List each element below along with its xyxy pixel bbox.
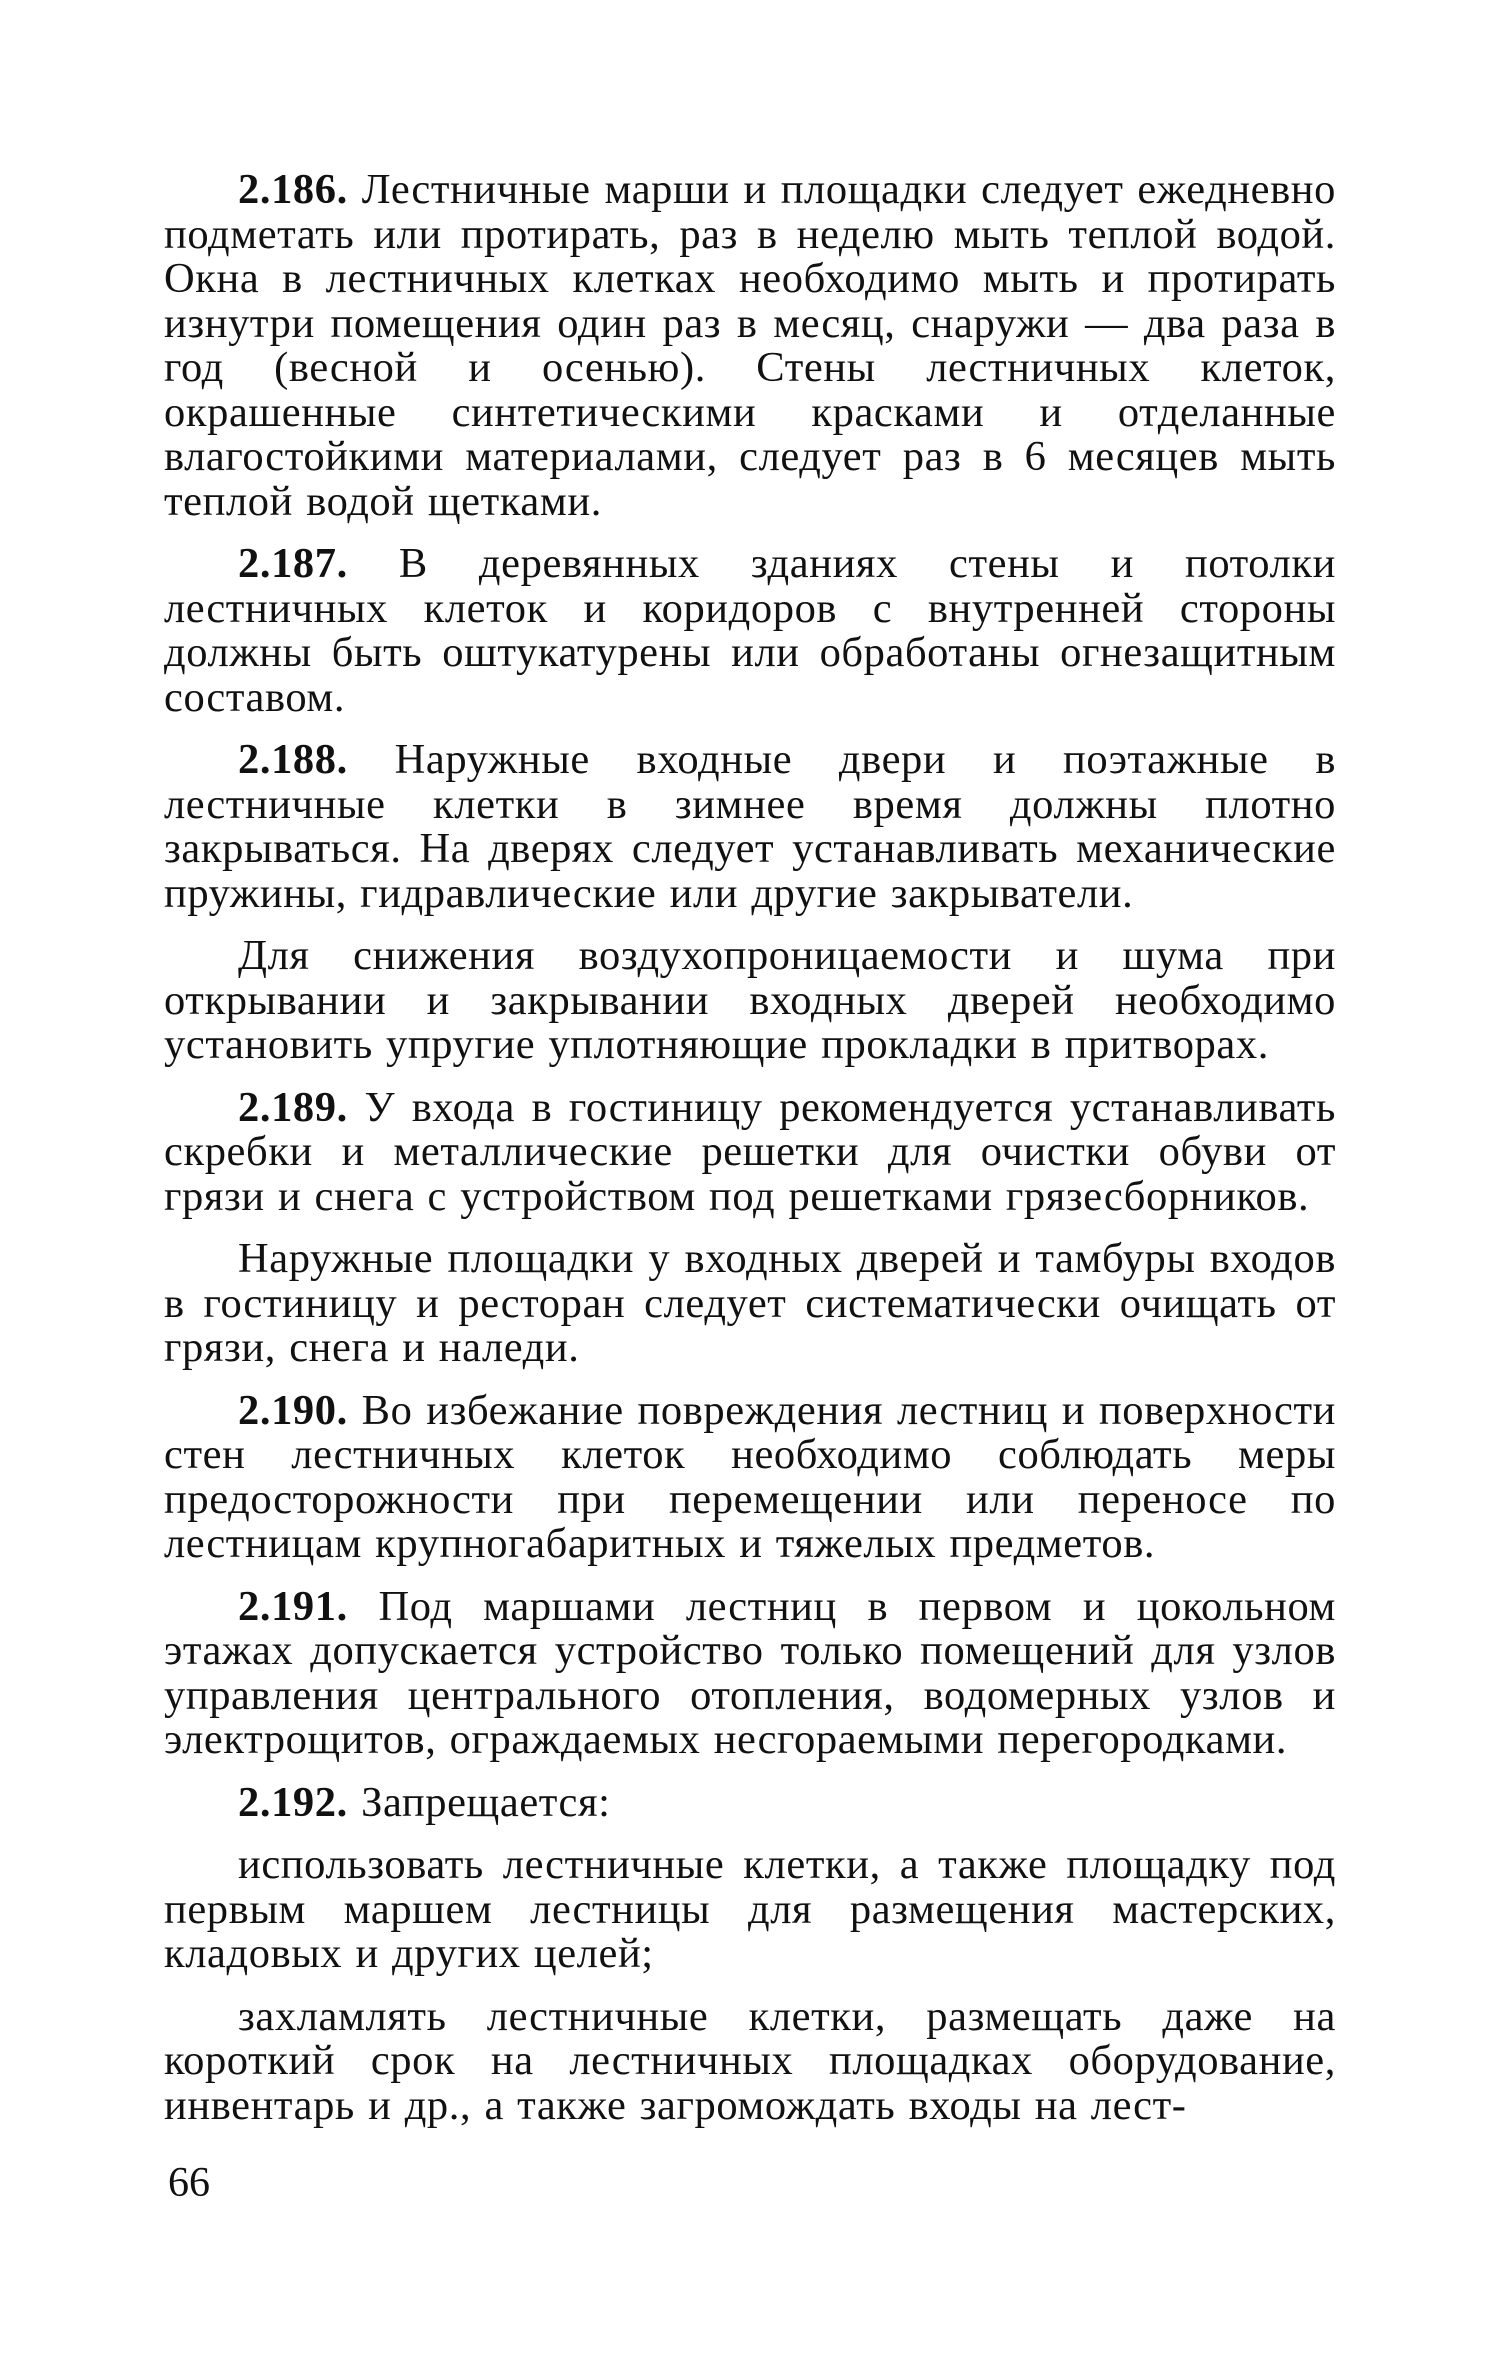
- page-number: 66: [168, 2160, 210, 2206]
- paragraph-text: В деревянных зданиях стены и потолки лестничных клеток и коридоров с внутренней стороны должны быть оштукатурены или обработаны огнезащитным составом.: [164, 540, 1336, 721]
- section-number: 2.188.: [238, 736, 348, 783]
- paragraph-2-187: [164, 542, 1336, 720]
- list-item-prohibition-2: [164, 1992, 1336, 2129]
- paragraph-text: Под маршами лестниц в первом и цокольном этажах допускается устройство только помещений для узлов управления центрального отопления, водомерных узлов и электрощитов, ограждаемых несгораемыми перегородками.: [164, 1582, 1336, 1763]
- paragraph-2-188: [164, 738, 1336, 916]
- paragraph-text: У входа в гостиницу рекомендуется устанавливать скребки и металлические решетки для очистки обуви от грязи и снега с устройством под решетками грязесборников.: [164, 1083, 1336, 1220]
- paragraph-text: Запрещается:: [361, 1778, 611, 1826]
- paragraph-2-190: [164, 1386, 1336, 1567]
- paragraph-2-189-continued: [164, 1237, 1336, 1371]
- paragraph-text: Наружные входные двери и поэтажные в лестничные клетки в зимнее время должны плотно закрываться. На дверях следует устанавливать механические пружины, гидравлические или другие закрыватели.: [164, 736, 1336, 917]
- paragraph-text: Наружные площадки у входных дверей и тамбуры входов в гостиницу и ресторан следует систематически очищать от грязи, снега и наледи.: [164, 1235, 1336, 1371]
- paragraph-text: Лестничные марши и площадки следует ежедневно подметать или протирать, раз в неделю мыть теплой водой. Окна в лестничных клетках необходимо мыть и протирать изнутри помещения один раз в месяц, снаружи — два раза в год (весной и осенью). Стены лестничных клеток, окрашенные синтетическими красками и отделанные влагостойкими материалами, следует раз в 6 месяцев мыть теплой водой щетками.: [164, 166, 1337, 525]
- paragraph-text: захламлять лестничные клетки, размещать даже на короткий срок на лестничных площадках оборудование, инвентарь и др., а также загромождать входы на лест-: [164, 1992, 1336, 2129]
- paragraph-text: Для снижения воздухопроницаемости и шума при открывании и закрывании входных дверей необходимо установить упругие уплотняющие прокладки в притворах.: [164, 932, 1336, 1068]
- section-number: 2.189.: [238, 1083, 348, 1131]
- section-number: 2.187.: [238, 540, 348, 587]
- section-number: 2.186.: [238, 166, 348, 213]
- section-number: 2.191.: [238, 1582, 348, 1630]
- paragraph-text: Во избежание повреждения лестниц и поверхности стен лестничных клеток необходимо соблюдать меры предосторожности при перемещении или переносе по лестницам крупногабаритных и тяжелых предметов.: [164, 1386, 1336, 1567]
- page-body: [164, 168, 1336, 2146]
- paragraph-2-192: [164, 1778, 1336, 1826]
- paragraph-2-188-continued: [164, 934, 1336, 1068]
- paragraph-2-186: [164, 168, 1336, 524]
- section-number: 2.192.: [238, 1778, 348, 1826]
- section-number: 2.190.: [238, 1386, 348, 1434]
- paragraph-text: использовать лестничные клетки, а также площадку под первым маршем лестницы для размещения мастерских, кладовых и других целей;: [164, 1841, 1336, 1977]
- list-item-prohibition-1: [164, 1843, 1336, 1977]
- paragraph-2-189: [164, 1083, 1336, 1220]
- paragraph-2-191: [164, 1582, 1336, 1763]
